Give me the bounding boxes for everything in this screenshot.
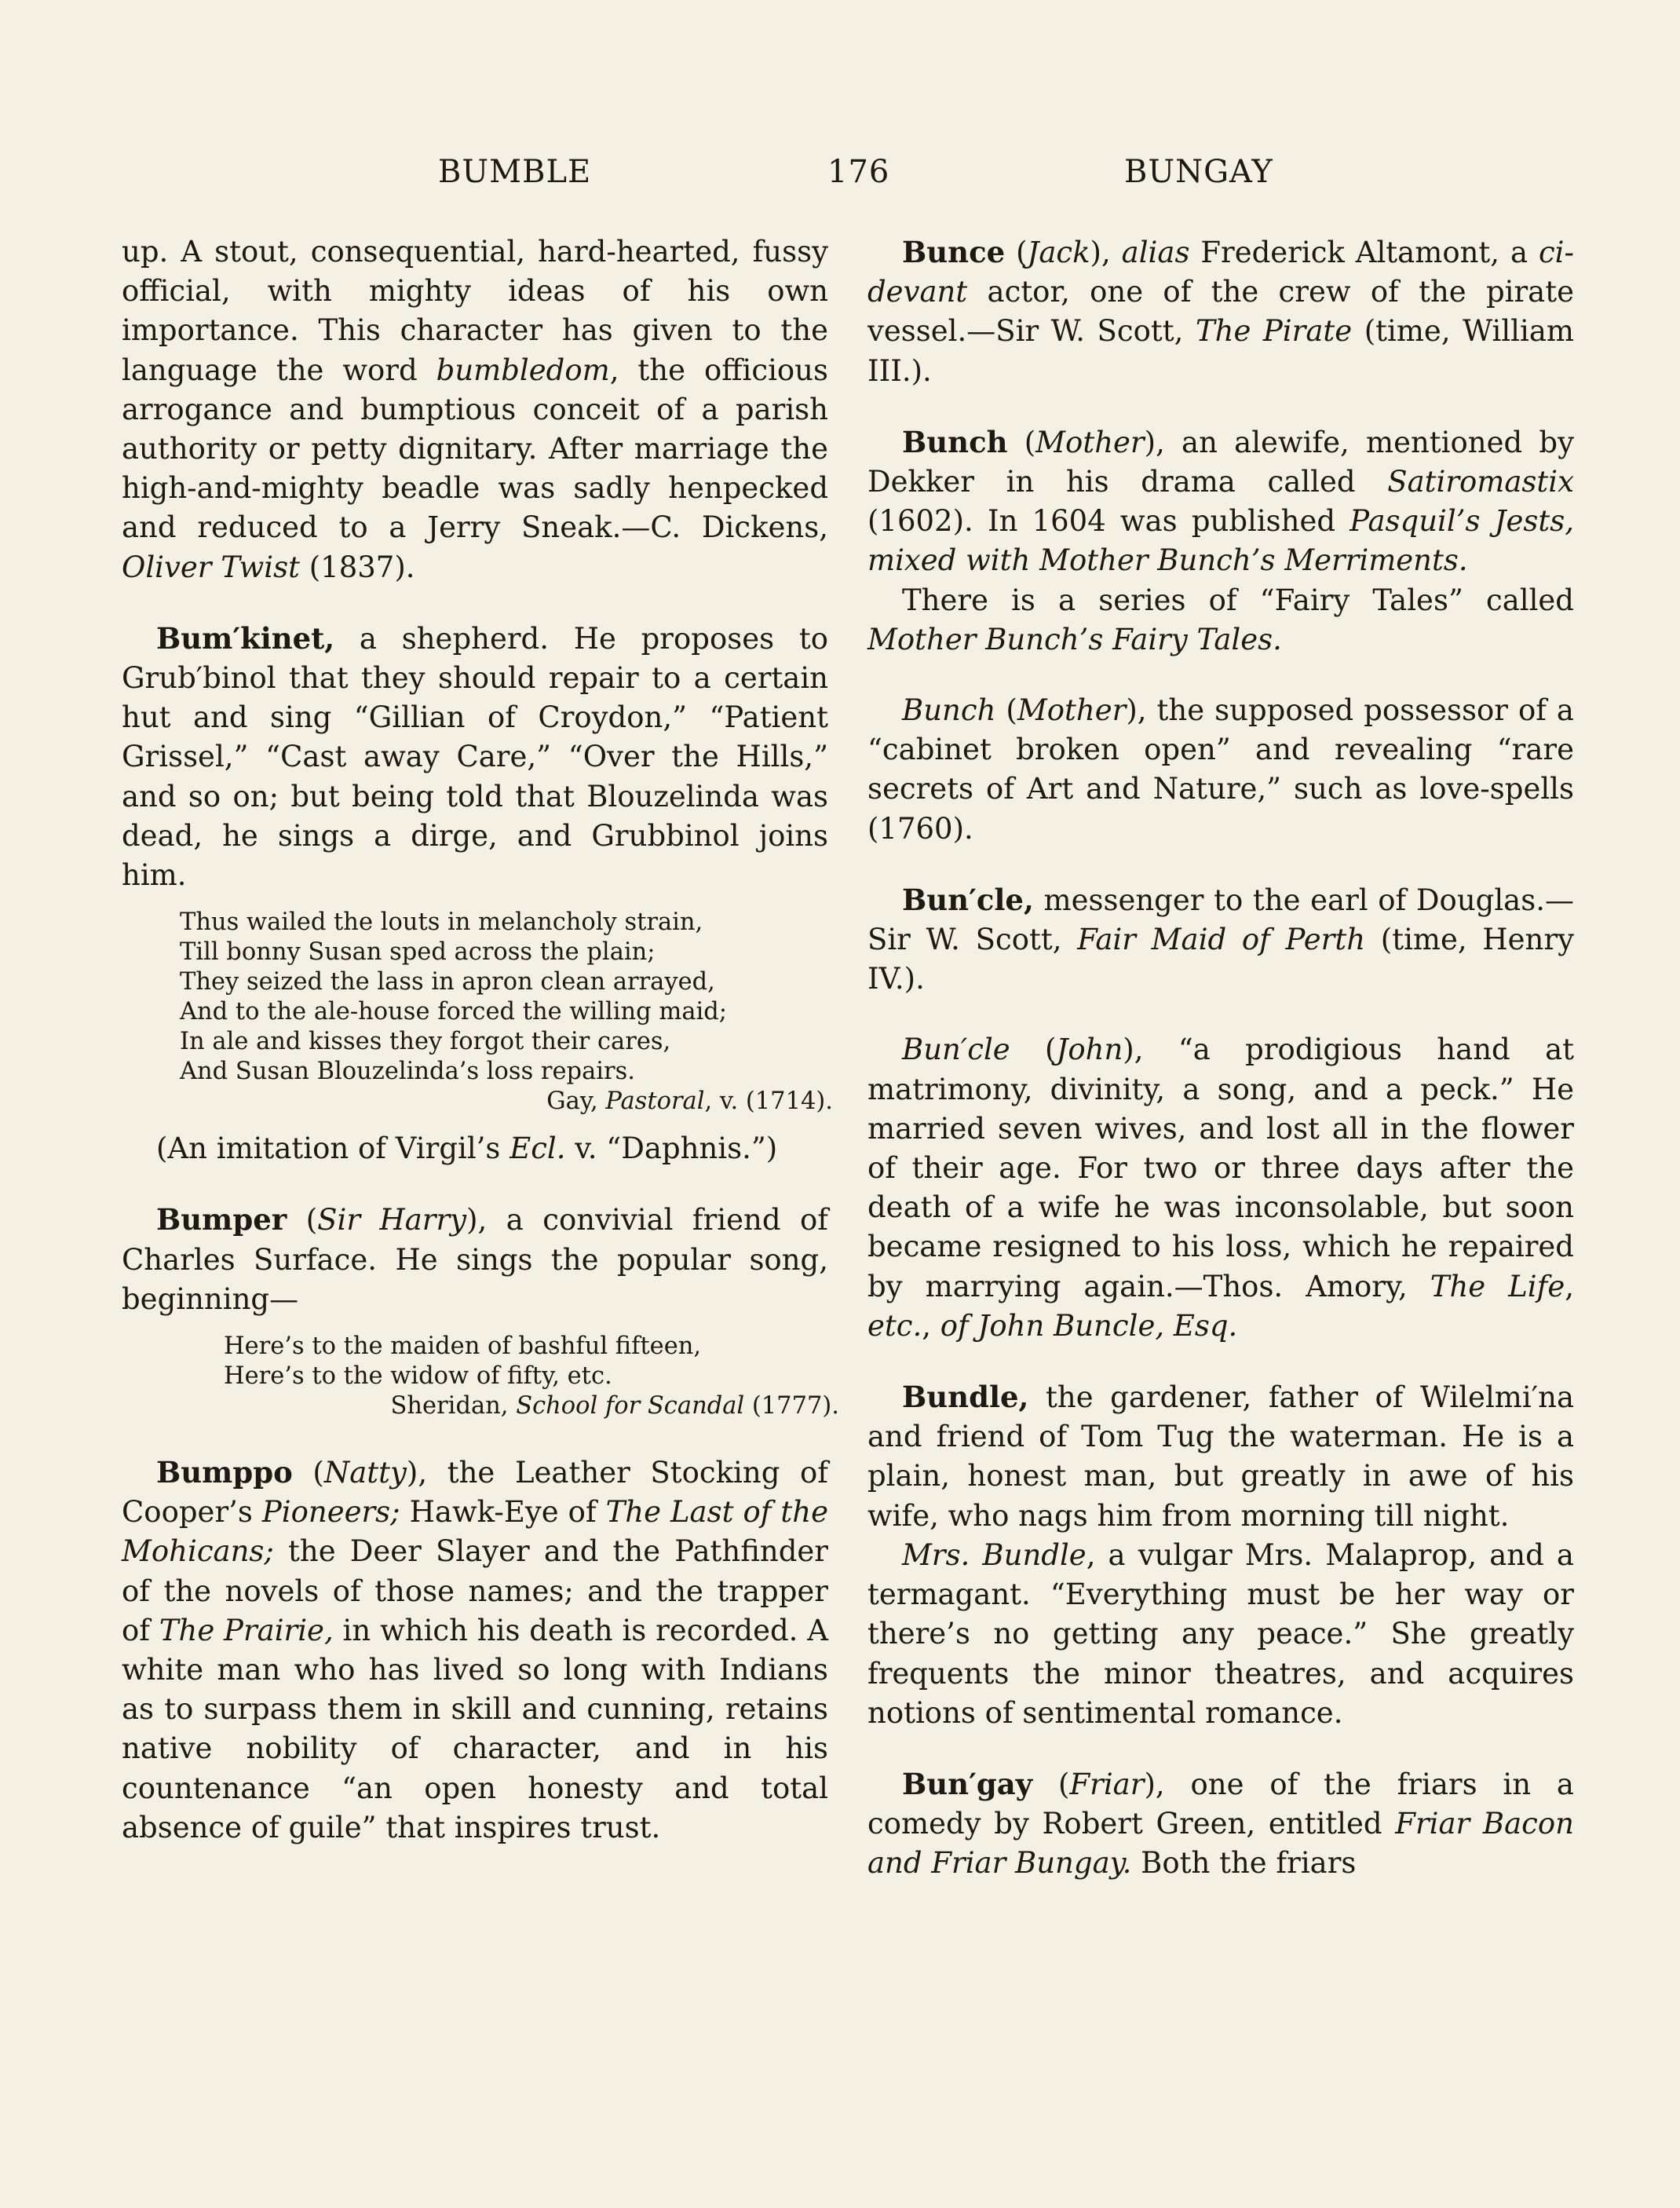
headword: Bundle, bbox=[902, 1380, 1029, 1415]
entry-buncle-john: Bun′cle (John), “a prodigious hand at matrimony, divinity, a song, and a peck.” He married seven wives, and lost all in the flower of their age. For two or three days after the death of a wife he was inconsolable, but soon became resigned to his loss, which he repaired by marrying again.—Thos. Amory, The Life, etc., of John Buncle, Esq. bbox=[867, 1033, 1574, 1343]
entry-bumppo: Bumppo (Natty), the Leather Stocking of Cooper’s Pioneers; Hawk-Eye of The Last of the Mohicans; the Deer Slayer and the Pathfinder of the novels of those names; and the trapper of The Prairie, in which his death is recorded. A white man who has lived so long with Indians as to surpass them in skill and cunning, retains native nobility of character, and in his countenance “an open honesty and total absence of guile” that inspires trust. bbox=[122, 1455, 828, 1844]
entry-bunch-mother: Bunch (Mother), the supposed possessor of a “cabinet broken open” and revealing “rare secrets of Art and Nature,” such as love-spells (1760). bbox=[867, 693, 1574, 846]
headword: Bun′gay bbox=[902, 1766, 1033, 1801]
headword: Bum′kinet, bbox=[156, 620, 335, 656]
entry-mrs-bundle: Mrs. Bundle, a vulgar Mrs. Malaprop, and a termagant. “Everything must be her way or there’s no getting any peace.” She greatly frequents the minor theatres, and acquires notions of sentimental romance. bbox=[867, 1537, 1574, 1730]
entry-italic: bumbledom bbox=[436, 353, 610, 387]
verse-quote bbox=[224, 1332, 839, 1421]
entry-italic: Bun′cle bbox=[902, 1033, 1010, 1067]
entry-italic: Sir Harry bbox=[317, 1203, 467, 1237]
headword: Bunce bbox=[902, 235, 1006, 269]
left-column bbox=[122, 232, 839, 1848]
header-right-word: BUNGAY bbox=[1124, 154, 1273, 190]
entry-bundle: Bundle, the gardener, father of Wilelmi′na and friend of Tom Tug the waterman. He is a plain, honest man, but greatly in awe of his wife, who nags him from morning till night. bbox=[867, 1380, 1574, 1533]
header-left-word: BUMBLE bbox=[438, 154, 592, 190]
entry-italic: Friar bbox=[1069, 1767, 1145, 1801]
entry-bunce: Bunce (Jack), alias Frederick Altamont, a ci-devant actor, one of the crew of the pirate vessel.—Sir W. Scott, The Pirate (time, William III.). bbox=[867, 235, 1574, 388]
entry-bungay: Bun′gay (Friar), one of the friars in a comedy by Robert Green, entitled Friar Bacon and Friar Bungay. Both the friars bbox=[867, 1766, 1574, 1881]
running-head bbox=[0, 154, 1680, 201]
headword: Bunch bbox=[902, 424, 1008, 459]
entry-italic: Natty bbox=[323, 1456, 407, 1490]
right-column bbox=[867, 232, 1574, 1884]
entry-italic: Bunch bbox=[902, 693, 996, 728]
entry-italic: Mother bbox=[1035, 425, 1145, 459]
entry-bumper: Bumper (Sir Harry), a convivial friend of Charles Surface. He sings the popular song, beginning— bbox=[122, 1202, 828, 1316]
entry-italic: Oliver Twist bbox=[122, 550, 300, 584]
entry-text: a shepherd. He proposes to Grub′binol that they should repair to a certain hut and sing “Gillian of Croydon,” “Patient Grissel,” “Cast away Care,” “Over the Hills,” and so on; but being told that Blouzelinda was dead, he sings a dirge, and Grubbinol joins him. bbox=[122, 621, 828, 893]
verse-attribution: Gay, Pastoral, v. (1714). bbox=[546, 1088, 833, 1116]
entry-bumkinet bbox=[122, 619, 828, 895]
entry-bunch: Bunch (Mother), an alewife, mentioned by Dekker in his drama called Satiromastix (1602). In 1604 was published Pasquil’s Jests, mixed with Mother Bunch’s Merriments. bbox=[867, 424, 1574, 578]
verse-attribution: Sheridan, School for Scandal (1777). bbox=[390, 1392, 839, 1420]
editorial-note: (An imitation of Virgil’s Ecl. v. “Daphnis.”) bbox=[156, 1131, 778, 1166]
entry-italic: Jack bbox=[1027, 236, 1090, 269]
verse-line: And Susan Blouzelinda’s loss repairs. bbox=[180, 1058, 635, 1086]
entry-text: , the officious arrogance and bumptious conceit of a parish authority or petty dignitary. After marriage the high-and-mighty beadle was sadly henpecked and reduced to a Jerry Sneak.—C. Dickens, bbox=[122, 353, 828, 545]
entry-italic: John bbox=[1056, 1033, 1123, 1067]
entry-text: (1837). bbox=[299, 550, 415, 584]
headword: Bumper bbox=[156, 1202, 287, 1237]
verse-line: They seized the lass in apron clean arrayed, bbox=[180, 968, 715, 996]
entry-buncle: Bun′cle, messenger to the earl of Douglas.—Sir W. Scott, Fair Maid of Perth (time, Henry IV.). bbox=[867, 882, 1574, 996]
verse-line: Thus wailed the louts in melancholy strain, bbox=[180, 908, 703, 937]
verse-line: In ale and kisses they forgot their cares, bbox=[180, 1028, 671, 1056]
headword: Bumppo bbox=[156, 1455, 293, 1490]
verse-line: Till bonny Susan sped across the plain; bbox=[180, 938, 656, 967]
entry-text: up. A stout, consequential, hard-hearted, fussy official, with mighty ideas of his own importance. This character has given to the language the word bbox=[122, 235, 828, 387]
verse-line: And to the ale-house forced the willing maid; bbox=[180, 998, 728, 1026]
entry-italic: Mother bbox=[1017, 693, 1127, 728]
headword: Bun′cle, bbox=[902, 882, 1034, 917]
verse-line: Here’s to the maiden of bashful fifteen, bbox=[224, 1332, 702, 1361]
page-number: 176 bbox=[827, 154, 890, 190]
verse-line: Here’s to the widow of fifty, etc. bbox=[224, 1362, 612, 1391]
verse-quote bbox=[180, 908, 833, 1117]
entry-text: , a convivial friend of Charles Surface. He sings the popular song, beginning— bbox=[122, 1203, 828, 1316]
entry-bunch-note: There is a series of “Fairy Tales” called Mother Bunch’s Fairy Tales. bbox=[867, 583, 1574, 656]
entry-bumble-continued bbox=[122, 232, 828, 587]
